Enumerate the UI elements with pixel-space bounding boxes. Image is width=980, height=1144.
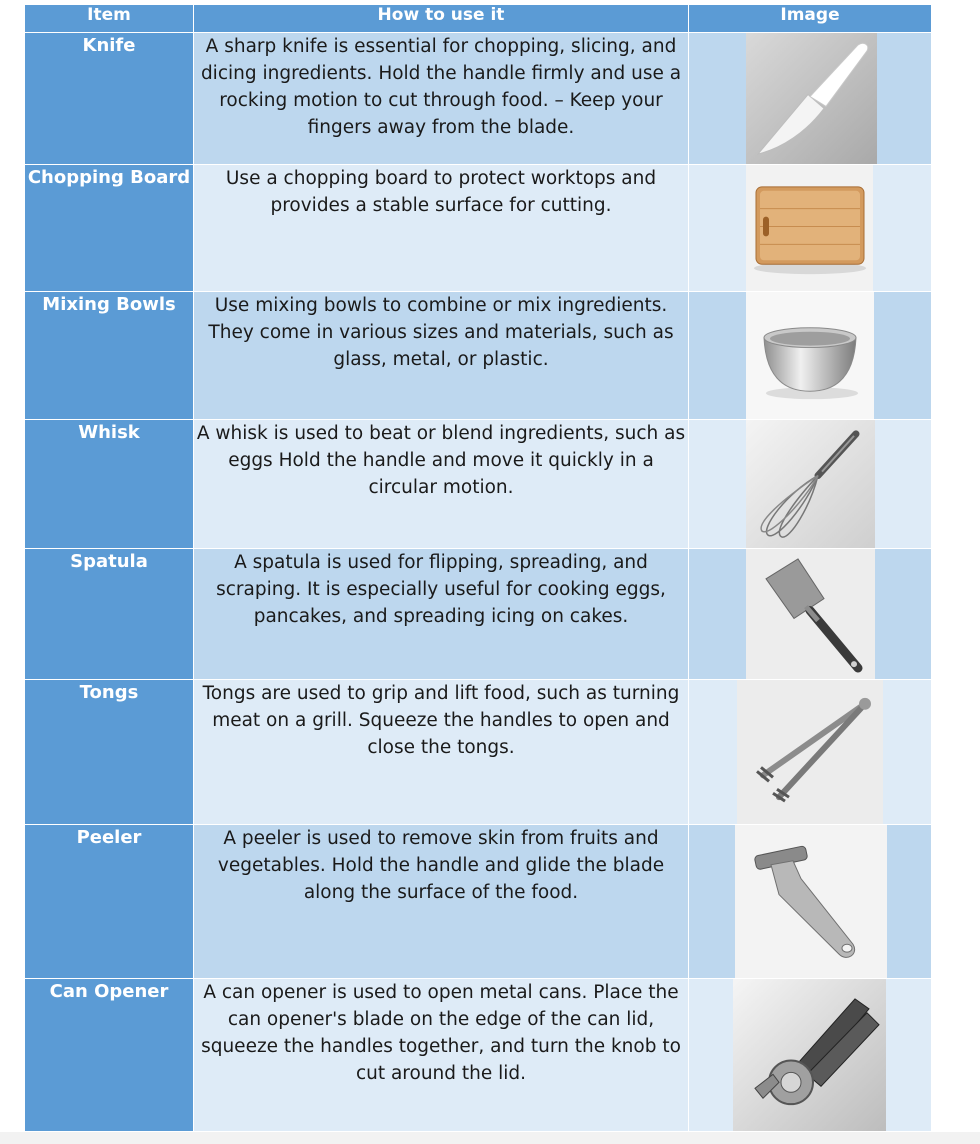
table-header-row bbox=[25, 5, 932, 33]
table-row bbox=[25, 420, 932, 549]
item-image-cell bbox=[689, 680, 932, 825]
knife-icon bbox=[746, 33, 877, 164]
item-description: Use mixing bowls to combine or mix ingredients. They come in various sizes and materials, such as glass, metal, or plastic. bbox=[194, 292, 689, 420]
item-name: Can Opener bbox=[25, 979, 194, 1132]
item-description: Use a chopping board to protect worktops and provides a stable surface for cutting. bbox=[194, 165, 689, 292]
item-image-cell bbox=[689, 825, 932, 979]
item-description: A can opener is used to open metal cans. Place the can opener's blade on the edge of the can lid, squeeze the handles together, and turn the knob to cut around the lid. bbox=[194, 979, 689, 1132]
item-description: Tongs are used to grip and lift food, such as turning meat on a grill. Squeeze the handles to open and close the tongs. bbox=[194, 680, 689, 825]
item-image-cell bbox=[689, 979, 932, 1132]
item-name: Tongs bbox=[25, 680, 194, 825]
spatula-icon bbox=[746, 549, 875, 679]
item-image-cell bbox=[689, 549, 932, 680]
peeler-icon bbox=[735, 825, 887, 978]
header-item: Item bbox=[25, 5, 194, 33]
item-name: Knife bbox=[25, 33, 194, 165]
mixing-bowl-icon bbox=[746, 292, 874, 419]
table-row bbox=[25, 825, 932, 979]
can-opener-icon bbox=[733, 979, 886, 1131]
table-row bbox=[25, 680, 932, 825]
item-image-cell bbox=[689, 420, 932, 549]
table-row bbox=[25, 292, 932, 420]
item-image-cell bbox=[689, 292, 932, 420]
item-name: Peeler bbox=[25, 825, 194, 979]
whisk-icon bbox=[746, 420, 875, 548]
table-row bbox=[25, 33, 932, 165]
kitchen-utensils-table bbox=[24, 4, 932, 1132]
header-how-to-use: How to use it bbox=[194, 5, 689, 33]
item-name: Mixing Bowls bbox=[25, 292, 194, 420]
item-name: Chopping Board bbox=[25, 165, 194, 292]
header-image: Image bbox=[689, 5, 932, 33]
table-row bbox=[25, 165, 932, 292]
table-row bbox=[25, 549, 932, 680]
chopping-board-icon bbox=[746, 165, 873, 291]
item-name: Spatula bbox=[25, 549, 194, 680]
item-image-cell bbox=[689, 165, 932, 292]
tongs-icon bbox=[737, 680, 883, 824]
page-bottom-strip bbox=[0, 1132, 980, 1144]
item-description: A whisk is used to beat or blend ingredients, such as eggs Hold the handle and move it quickly in a circular motion. bbox=[194, 420, 689, 549]
item-image-cell bbox=[689, 33, 932, 165]
item-description: A spatula is used for flipping, spreading, and scraping. It is especially useful for cooking eggs, pancakes, and spreading icing on cakes. bbox=[194, 549, 689, 680]
table-row bbox=[25, 979, 932, 1132]
item-description: A peeler is used to remove skin from fruits and vegetables. Hold the handle and glide the blade along the surface of the food. bbox=[194, 825, 689, 979]
item-name: Whisk bbox=[25, 420, 194, 549]
item-description: A sharp knife is essential for chopping, slicing, and dicing ingredients. Hold the handle firmly and use a rocking motion to cut through food. – Keep your fingers away from the blade. bbox=[194, 33, 689, 165]
